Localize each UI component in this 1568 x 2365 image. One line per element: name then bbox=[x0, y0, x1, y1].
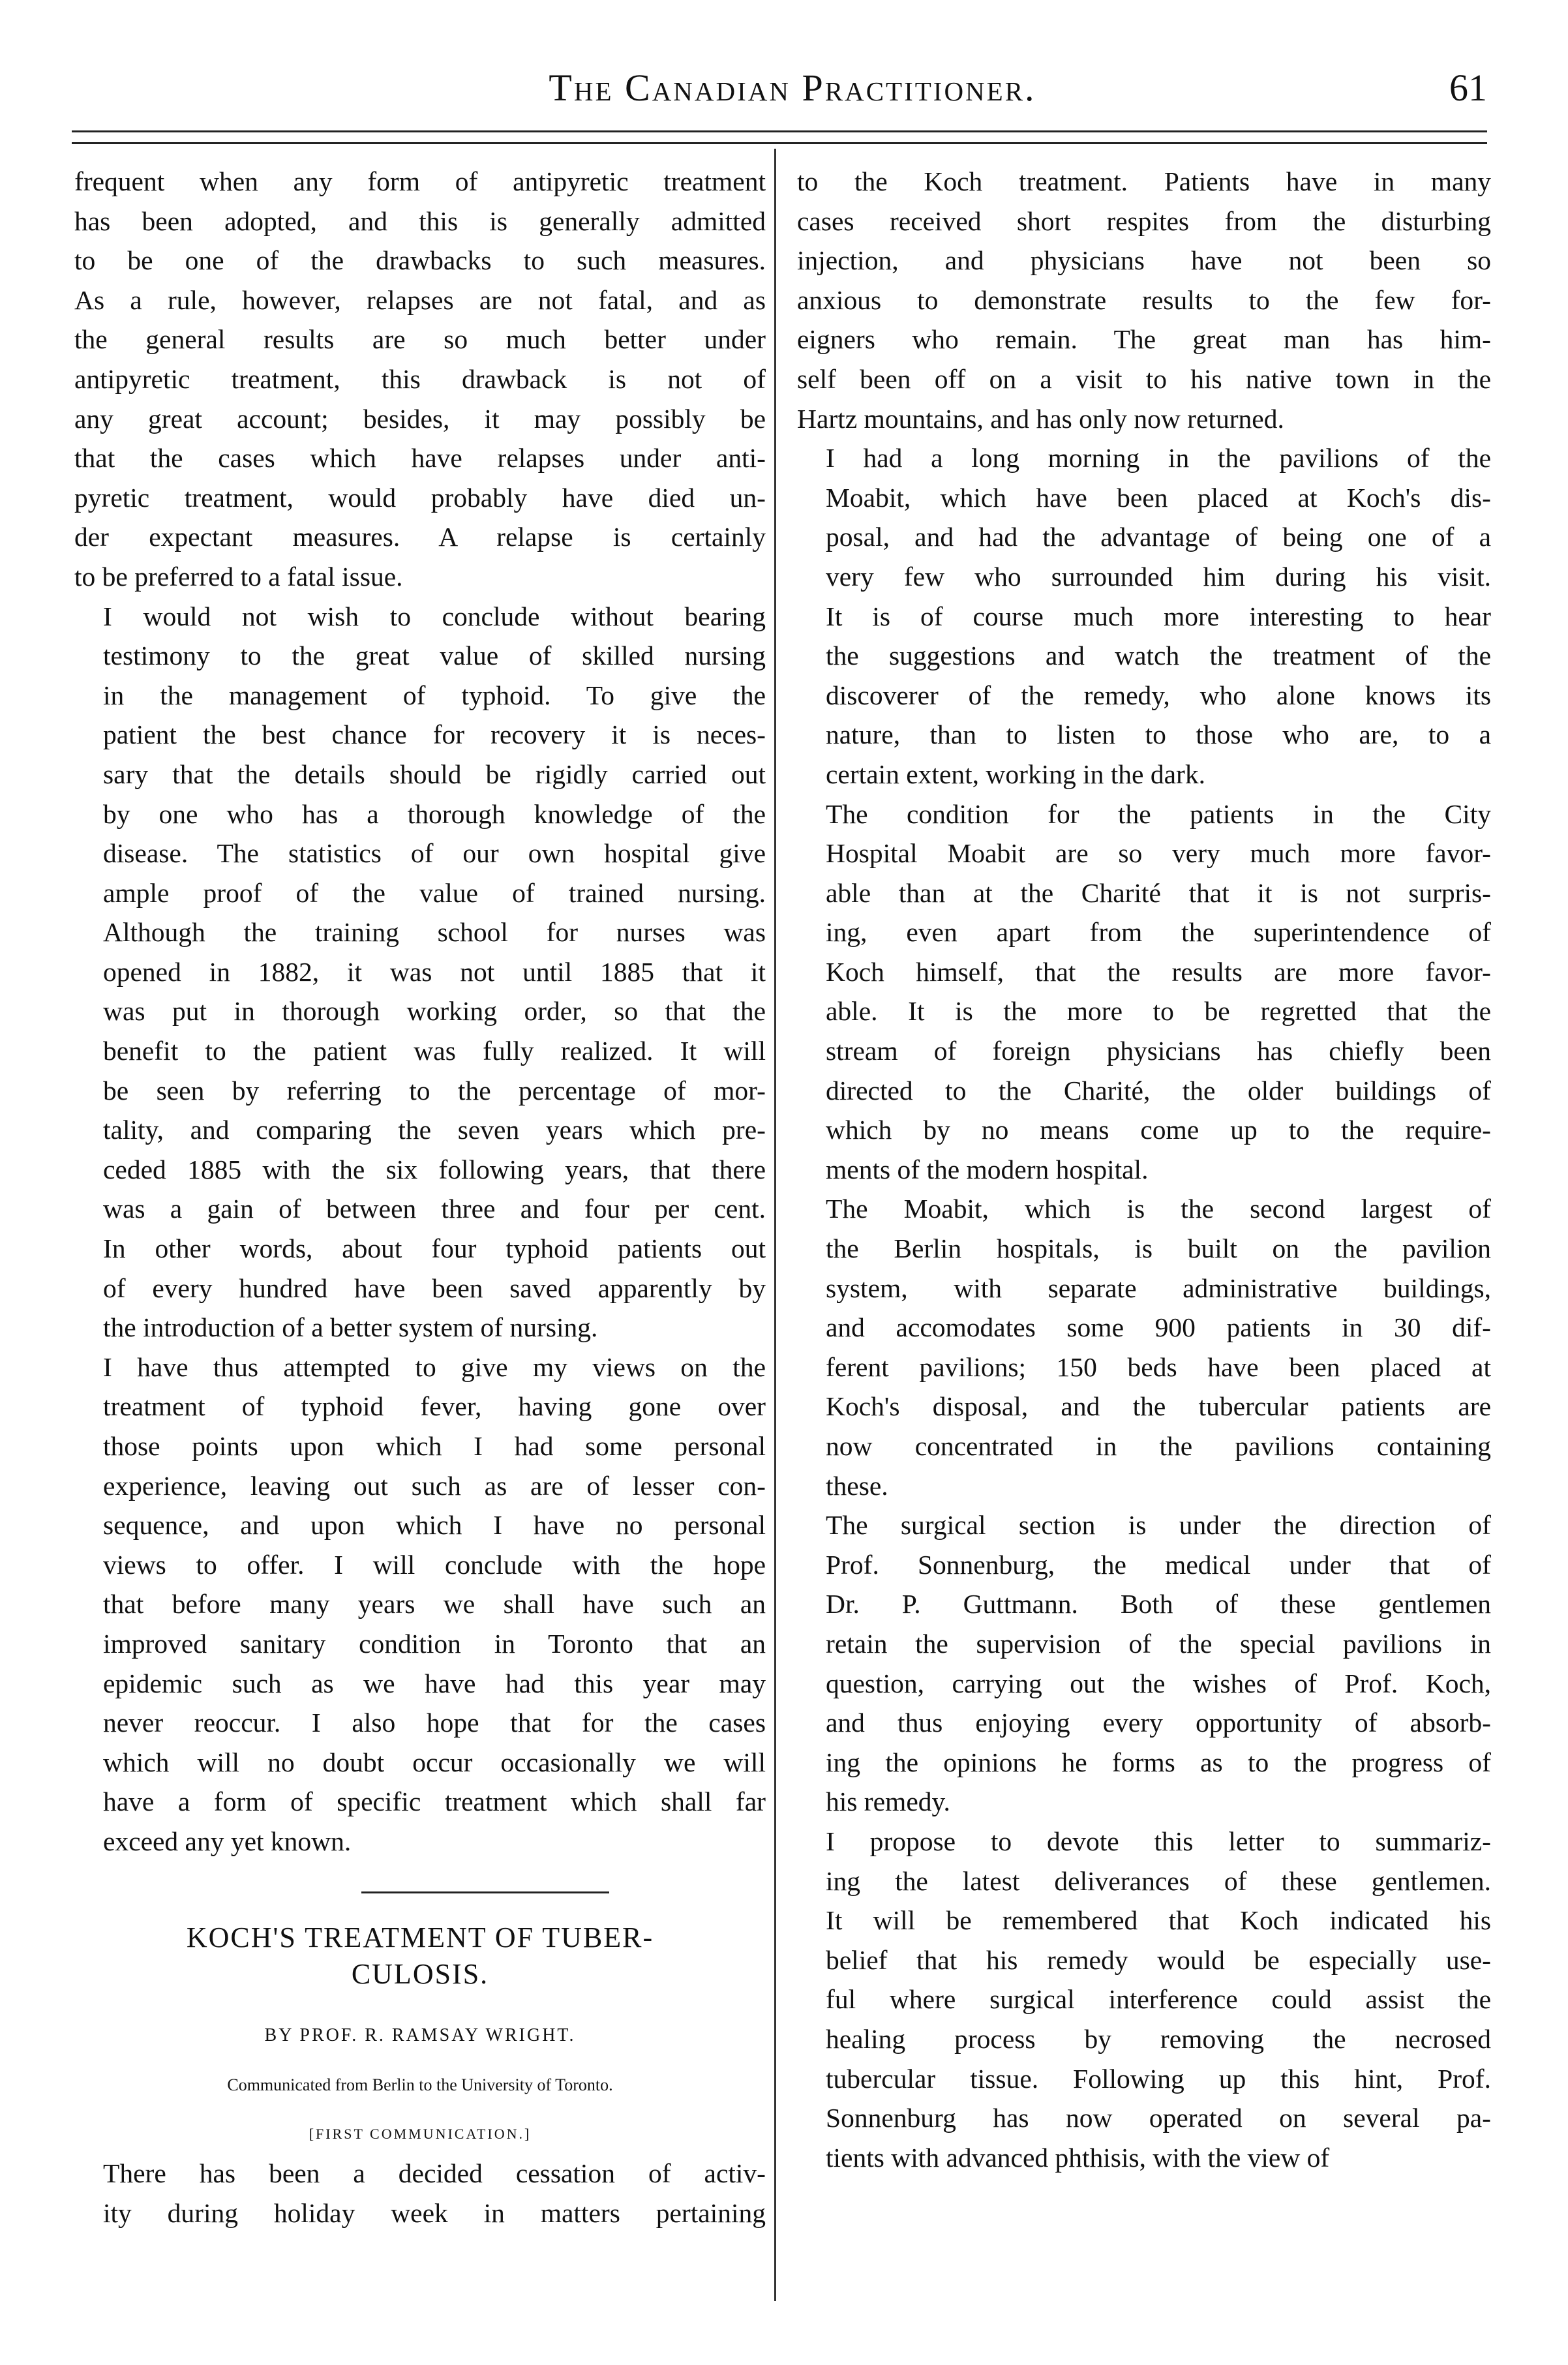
text-line: and thus enjoying every opportunity of absorb- bbox=[826, 1708, 1491, 1738]
text-line: belief that his remedy would be especially use- bbox=[826, 1944, 1491, 1975]
text-line: in the management of typhoid. To give the bbox=[103, 680, 766, 710]
text-line: directed to the Charité, the older buildings of bbox=[826, 1075, 1491, 1106]
header-rule-top bbox=[72, 130, 1487, 132]
text-line: certain extent, working in the dark. bbox=[826, 759, 1205, 789]
text-line: ing the latest deliverances of these gentlemen. bbox=[826, 1865, 1491, 1896]
text-line: very few who surrounded him during his visit. bbox=[826, 561, 1491, 592]
paragraph bbox=[797, 1505, 1491, 1822]
text-line: which will no doubt occur occasionally we will bbox=[103, 1747, 766, 1777]
text-line: It is of course much more interesting to hear bbox=[826, 601, 1491, 631]
text-line: nature, than to listen to those who are, to a bbox=[826, 719, 1491, 750]
text-line: of every hundred have been saved apparently by bbox=[103, 1273, 766, 1303]
text-line: benefit to the patient was fully realized. It will bbox=[103, 1036, 766, 1066]
text-line: Hospital Moabit are so very much more favor- bbox=[826, 838, 1491, 869]
text-line: be seen by referring to the percentage of mor- bbox=[103, 1075, 766, 1106]
text-line: Prof. Sonnenburg, the medical under that of bbox=[826, 1549, 1491, 1580]
text-line: ing, even apart from the superintendence of bbox=[826, 917, 1491, 948]
text-line: healing process by removing the necrosed bbox=[826, 2023, 1491, 2054]
text-line: Koch's disposal, and the tubercular patients are bbox=[826, 1391, 1491, 1422]
text-line: ity during holiday week in matters pertaining bbox=[103, 2197, 766, 2228]
text-line: I have thus attempted to give my views on the bbox=[103, 1351, 766, 1382]
text-line: to be preferred to a fatal issue. bbox=[74, 561, 403, 592]
paragraph bbox=[797, 794, 1491, 1190]
text-line: anxious to demonstrate results to the few for- bbox=[797, 284, 1491, 315]
text-line: which by no means come up to the require- bbox=[826, 1115, 1491, 1145]
text-line: opened in 1882, it was not until 1885 that it bbox=[103, 956, 766, 987]
paragraph bbox=[797, 1822, 1491, 2177]
header-rule-bottom bbox=[72, 142, 1487, 144]
text-line: injection, and physicians have not been so bbox=[797, 245, 1491, 276]
text-line: posal, and had the advantage of being one of a bbox=[826, 522, 1491, 552]
text-line: able. It is the more to be regretted that the bbox=[826, 996, 1491, 1027]
text-line: The Moabit, which is the second largest of bbox=[826, 1194, 1491, 1224]
text-line: ments of the modern hospital. bbox=[826, 1154, 1149, 1184]
text-line: experience, leaving out such as are of lesser con- bbox=[103, 1470, 766, 1501]
text-line: to be one of the drawbacks to such measures. bbox=[74, 245, 766, 276]
text-line: ceded 1885 with the six following years, that there bbox=[103, 1154, 766, 1184]
text-line: has been adopted, and this is generally admitted bbox=[74, 205, 766, 236]
paragraph bbox=[797, 1189, 1491, 1505]
text-line: I propose to devote this letter to summariz- bbox=[826, 1826, 1491, 1856]
text-line: pyretic treatment, would probably have died un- bbox=[74, 482, 766, 513]
text-line: I would not wish to conclude without bearing bbox=[103, 601, 766, 631]
article-byline: BY PROF. R. RAMSAY WRIGHT. bbox=[264, 2025, 576, 2045]
text-line: the Berlin hospitals, is built on the pavilion bbox=[826, 1233, 1491, 1264]
text-line: cases received short respites from the disturbing bbox=[797, 205, 1491, 236]
text-line: antipyretic treatment, this drawback is not of bbox=[74, 363, 766, 394]
article-title-line-1: KOCH'S TREATMENT OF TUBER- bbox=[186, 1921, 654, 1953]
text-line: retain the supervision of the special pavilions in bbox=[826, 1628, 1491, 1659]
left-column bbox=[74, 162, 766, 2233]
journal-title: The Canadian Practitioner. bbox=[549, 67, 1036, 109]
text-line: have a form of specific treatment which shall far bbox=[103, 1786, 766, 1817]
text-line: able than at the Charité that it is not surpris- bbox=[826, 877, 1491, 908]
text-line: tality, and comparing the seven years which pre- bbox=[103, 1115, 766, 1145]
text-line: ferent pavilions; 150 beds have been placed at bbox=[826, 1351, 1491, 1382]
text-line: There has been a decided cessation of activ- bbox=[103, 2158, 766, 2189]
text-line: that before many years we shall have such an bbox=[103, 1589, 766, 1619]
article-intro-paragraph bbox=[74, 2154, 766, 2233]
running-head bbox=[72, 62, 1513, 121]
text-line: treatment of typhoid fever, having gone over bbox=[103, 1391, 766, 1422]
text-line: In other words, about four typhoid patients out bbox=[103, 1233, 766, 1264]
text-line: der expectant measures. A relapse is certainly bbox=[74, 522, 766, 552]
text-line: I had a long morning in the pavilions of the bbox=[826, 443, 1491, 474]
article-communication-label: [FIRST COMMUNICATION.] bbox=[309, 2125, 532, 2142]
article-communicated-note: Communicated from Berlin to the University of Toronto. bbox=[227, 2075, 613, 2095]
paragraph bbox=[74, 1348, 766, 1861]
text-line: The condition for the patients in the City bbox=[826, 798, 1491, 829]
text-line: stream of foreign physicians has chiefly been bbox=[826, 1036, 1491, 1066]
text-line: those points upon which I had some personal bbox=[103, 1431, 766, 1461]
text-line: was a gain of between three and four per cent. bbox=[103, 1194, 766, 1224]
text-line: self been off on a visit to his native town in the bbox=[797, 363, 1491, 394]
paragraph bbox=[74, 597, 766, 1348]
text-line: improved sanitary condition in Toronto that an bbox=[103, 1628, 766, 1659]
text-line: Moabit, which have been placed at Koch's dis- bbox=[826, 482, 1491, 513]
text-line: views to offer. I will conclude with the hope bbox=[103, 1549, 766, 1580]
text-line: tubercular tissue. Following up this hint, Prof. bbox=[826, 2063, 1491, 2094]
paragraph bbox=[797, 438, 1491, 794]
text-line: tients with advanced phthisis, with the view of bbox=[826, 2142, 1330, 2173]
text-line: sary that the details should be rigidly carried out bbox=[103, 759, 766, 789]
text-line: now concentrated in the pavilions containing bbox=[826, 1431, 1491, 1461]
text-line: epidemic such as we have had this year may bbox=[103, 1668, 766, 1698]
text-line: ing the opinions he forms as to the progress of bbox=[826, 1747, 1491, 1777]
text-line: never reoccur. I also hope that for the cases bbox=[103, 1708, 766, 1738]
text-line: Sonnenburg has now operated on several pa- bbox=[826, 2103, 1491, 2133]
text-line: these. bbox=[826, 1470, 888, 1501]
text-line: sequence, and upon which I have no personal bbox=[103, 1510, 766, 1541]
text-line: to the Koch treatment. Patients have in many bbox=[797, 166, 1491, 196]
paragraph bbox=[74, 162, 766, 597]
text-line: any great account; besides, it may possibly be bbox=[74, 403, 766, 434]
column-divider bbox=[774, 149, 776, 2301]
text-line: the suggestions and watch the treatment of the bbox=[826, 640, 1491, 671]
text-line: that the cases which have relapses under anti- bbox=[74, 443, 766, 474]
text-line: frequent when any form of antipyretic treatment bbox=[74, 166, 766, 196]
text-line: system, with separate administrative buildings, bbox=[826, 1273, 1491, 1303]
text-line: eigners who remain. The great man has him- bbox=[797, 324, 1491, 355]
text-line: discoverer of the remedy, who alone knows its bbox=[826, 680, 1491, 710]
paragraph bbox=[797, 162, 1491, 438]
text-line: was put in thorough working order, so that the bbox=[103, 996, 766, 1027]
text-line: ful where surgical interference could assist the bbox=[826, 1984, 1491, 2015]
text-line: exceed any yet known. bbox=[103, 1826, 352, 1856]
text-line: ample proof of the value of trained nursing. bbox=[103, 877, 766, 908]
article-title bbox=[74, 1920, 766, 1993]
text-line: by one who has a thorough knowledge of the bbox=[103, 798, 766, 829]
text-line: Koch himself, that the results are more favor- bbox=[826, 956, 1491, 987]
text-line: The surgical section is under the direction of bbox=[826, 1510, 1491, 1541]
text-line: disease. The statistics of our own hospital give bbox=[103, 838, 766, 869]
text-line: testimony to the great value of skilled nursing bbox=[103, 640, 766, 671]
article-separator-rule bbox=[361, 1891, 609, 1893]
left-column-body bbox=[74, 162, 766, 1861]
text-line: As a rule, however, relapses are not fatal, and as bbox=[74, 284, 766, 315]
text-line: and accomodates some 900 patients in 30 dif- bbox=[826, 1312, 1491, 1343]
text-line: the general results are so much better under bbox=[74, 324, 766, 355]
text-line: Dr. P. Guttmann. Both of these gentlemen bbox=[826, 1589, 1491, 1619]
text-line: Although the training school for nurses was bbox=[103, 917, 766, 948]
text-line: patient the best chance for recovery it is neces- bbox=[103, 719, 766, 750]
text-line: Hartz mountains, and has only now returned. bbox=[797, 403, 1284, 434]
text-line: question, carrying out the wishes of Prof. Koch, bbox=[826, 1668, 1491, 1698]
article-title-line-2: CULOSIS. bbox=[351, 1957, 489, 1990]
page-number: 61 bbox=[1449, 67, 1487, 109]
text-line: his remedy. bbox=[826, 1786, 950, 1817]
right-column-body bbox=[797, 162, 1491, 2177]
right-column bbox=[797, 162, 1491, 2177]
text-line: It will be remembered that Koch indicated his bbox=[826, 1905, 1491, 1936]
text-line: the introduction of a better system of nursing. bbox=[103, 1312, 598, 1343]
